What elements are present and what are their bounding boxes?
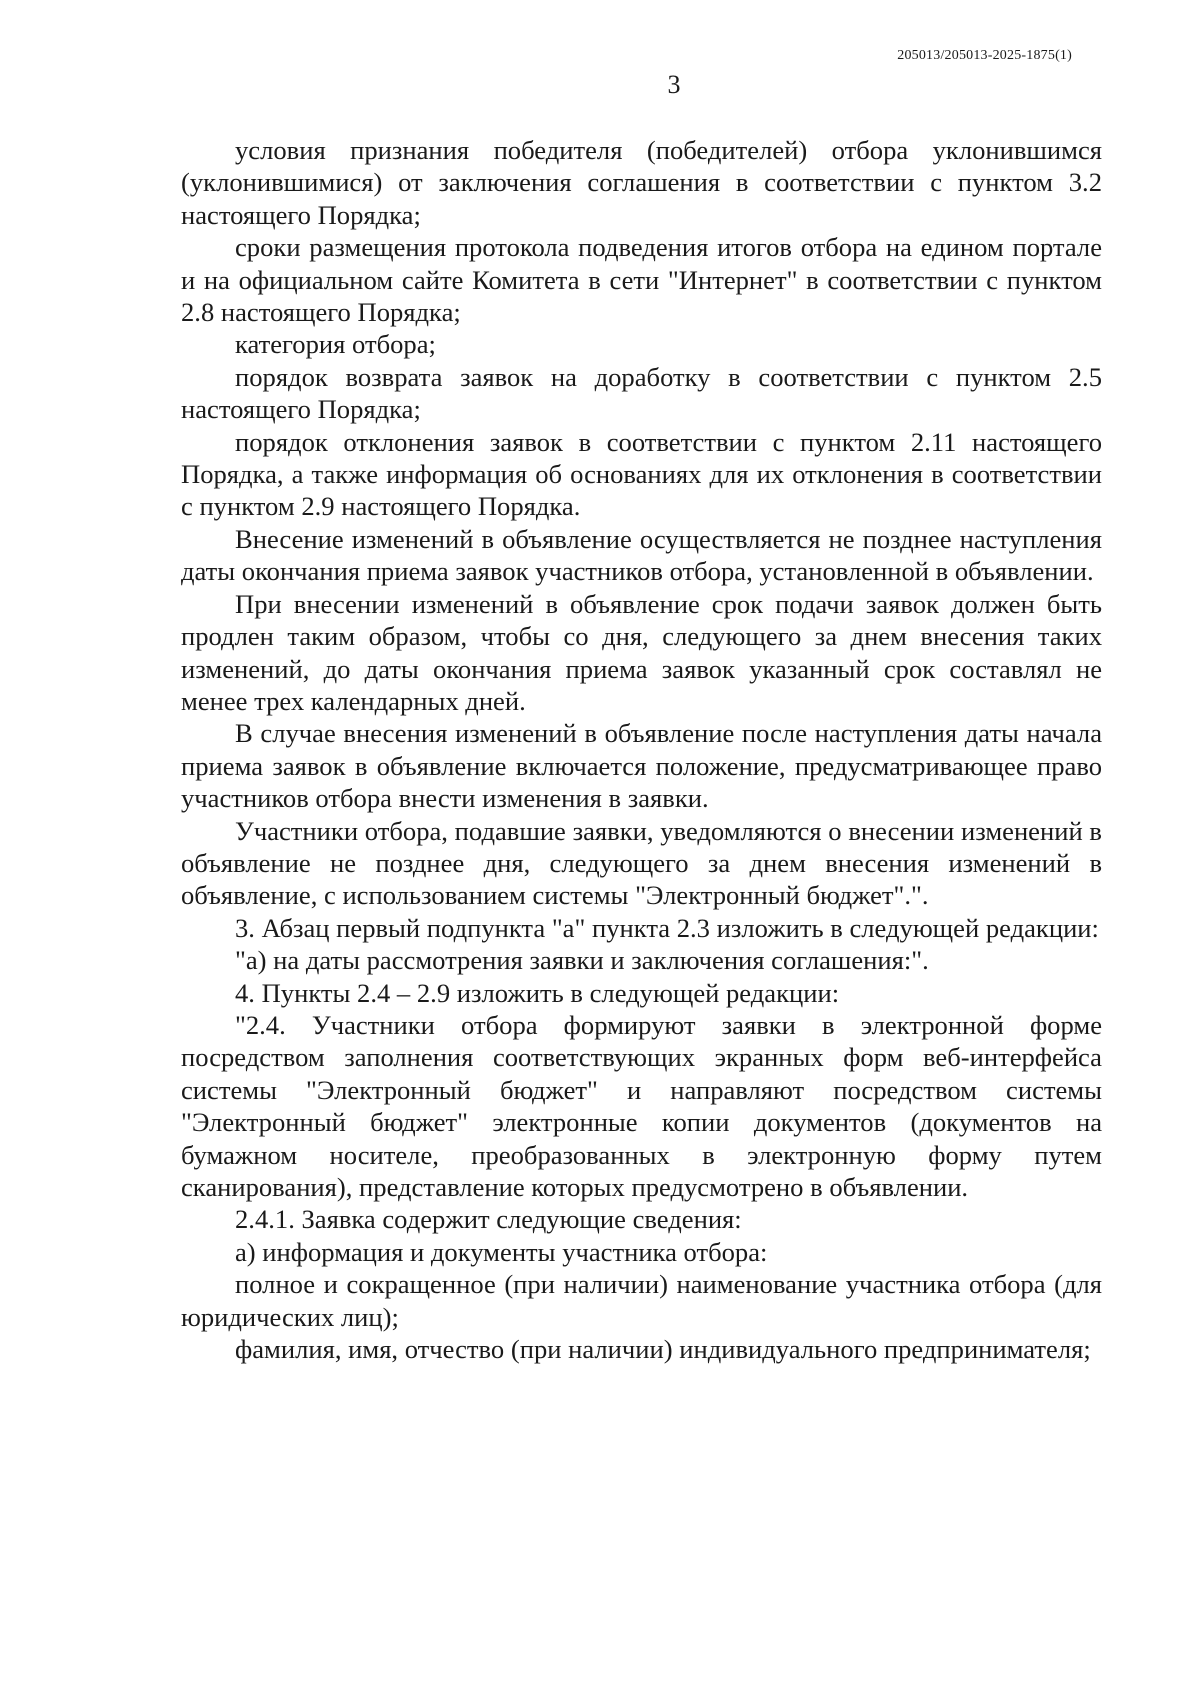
paragraph: условия признания победителя (победителей) отбора уклонившимся (уклонившимися) от заключения соглашения в соответствии с пунктом 3.2 настоящего Порядка;	[181, 135, 1102, 230]
page-number: 3	[667, 70, 681, 99]
paragraph: полное и сокращенное (при наличии) наименование участника отбора (для юридических лиц);	[181, 1269, 1102, 1332]
paragraph: порядок возврата заявок на доработку в соответствии с пунктом 2.5 настоящего Порядка;	[181, 361, 1102, 425]
paragraph: фамилия, имя, отчество (при наличии) индивидуального предпринимателя;	[235, 1334, 1091, 1365]
paragraph: При внесении изменений в объявление срок подачи заявок должен быть продлен таким образом, чтобы со дня, следующего за днем внесения таких изменений, до даты окончания приема заявок указанный срок составлял не менее трех календарных дней.	[181, 588, 1102, 716]
paragraph: сроки размещения протокола подведения итогов отбора на едином портале и на официальном сайте Комитета в сети "Интернет" в соответствии с пунктом 2.8 настоящего Порядка;	[181, 232, 1102, 328]
paragraph: "а) на даты рассмотрения заявки и заключения соглашения:".	[235, 945, 929, 976]
paragraph: порядок отклонения заявок в соответствии с пунктом 2.11 настоящего Порядка, а также информация об основаниях для их отклонения в соответствии с пунктом 2.9 настоящего Порядка.	[181, 426, 1102, 522]
document-id: 205013/205013-2025-1875(1)	[897, 48, 1072, 63]
paragraph: 3. Абзац первый подпункта "а" пункта 2.3 изложить в следующей редакции:	[235, 912, 1099, 943]
paragraph: Внесение изменений в объявление осуществляется не позднее наступления даты окончания приема заявок участников отбора, установленной в объявлении.	[181, 523, 1102, 587]
paragraph: Участники отбора, подавшие заявки, уведомляются о внесении изменений в объявление не позднее дня, следующего за днем внесения изменений в объявление, с использованием системы "Электронный бюджет".".	[181, 815, 1102, 911]
paragraph: 4. Пункты 2.4 – 2.9 изложить в следующей редакции:	[235, 977, 840, 1008]
paragraph: 2.4.1. Заявка содержит следующие сведения:	[235, 1204, 742, 1235]
paragraph: "2.4. Участники отбора формируют заявки в электронной форме посредством заполнения соответствующих экранных форм веб-интерфейса системы "Электронный бюджет" и направляют посредством системы "Электронный бюджет" электронные копии документов (документов на бумажном носителе, преобразованных в электронную форму путем сканирования), представление которых предусмотрено в объявлении.	[181, 1009, 1102, 1202]
paragraph: категория отбора;	[235, 329, 436, 360]
paragraph: В случае внесения изменений в объявление после наступления даты начала приема заявок в объявление включается положение, предусматривающее право участников отбора внести изменения в заявки.	[181, 718, 1102, 814]
document-body	[181, 134, 1102, 1365]
paragraph: а) информация и документы участника отбора:	[235, 1236, 768, 1267]
